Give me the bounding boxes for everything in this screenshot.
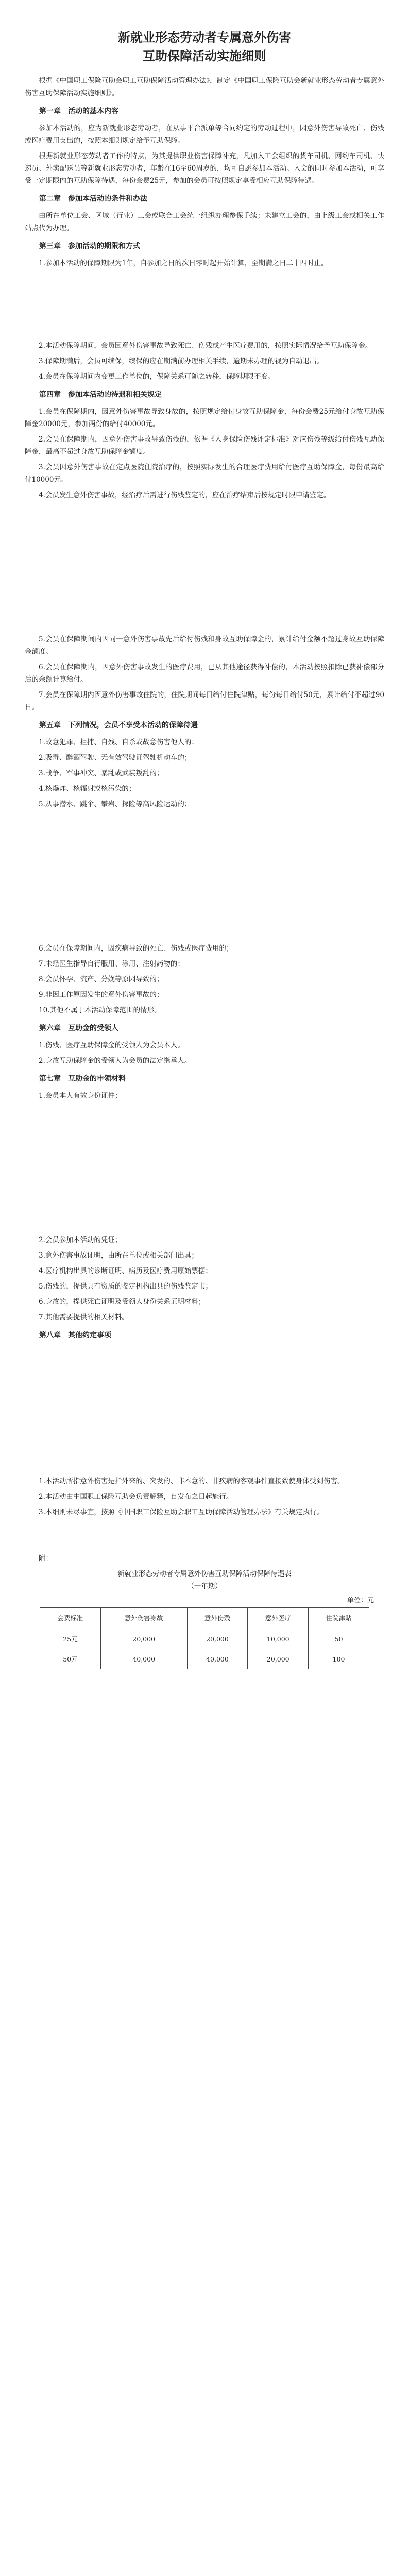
chapter-1-paragraph-2: 根据新就业形态劳动者工作的特点，为其提供职业伤害保障补充，凡加入工会组织的货车司机、网约车司机、快递员、外卖配送员等新就业形态劳动者，年龄在16至60周岁的，均可自愿参加本活动。入会的同时参加本活动，可享受一定期限内的互助保障待遇，每份会费25元，参加的会员可按照规定享受相应互助保障待遇。 xyxy=(25,152,384,185)
chapter-4-paragraph-4: 4.会员发生意外伤害事故，经治疗后需进行伤残鉴定的，应在治疗结束后按规定时限申请鉴定。 xyxy=(39,491,331,499)
appendix-note: （一年期） xyxy=(187,1582,222,1590)
chapter-5-item: 2.吸毒、醉酒驾驶、无有效驾驶证驾驶机动车的； xyxy=(39,754,192,762)
chapter-2-heading: 第二章 参加本活动的条件和办法 xyxy=(39,195,147,203)
chapter-4-paragraph-2: 2.会员在保障期内，因意外伤害事故导致伤残的，依据《人身保险伤残评定标准》对应伤残等级给付伤残互助保障金，最高不超过身故互助保障金额度。 xyxy=(25,435,384,456)
table-cell: 20,000 xyxy=(100,1629,187,1649)
document-title-line1: 新就业形态劳动者专属意外伤害 xyxy=(118,30,291,45)
chapter-3-paragraph-2: 2.本活动保障期间，会员因意外伤害事故导致死亡、伤残或产生医疗费用的，按照实际情况给予互助保障金。 xyxy=(39,342,372,350)
chapter-7-paragraph-3: 3.意外伤害事故证明，由所在单位或相关部门出具； xyxy=(39,1251,198,1260)
chapter-5-heading: 第五章 下列情况，会员不享受本活动的保障待遇 xyxy=(39,721,198,730)
document-title-line2: 互助保障活动实施细则 xyxy=(143,48,266,63)
chapter-5-item: 1.故意犯罪、拒捕、自残、自杀或故意伤害他人的； xyxy=(39,738,198,747)
benefits-table xyxy=(40,1607,369,1669)
chapter-7-paragraph-4: 4.医疗机构出具的诊断证明、病历及医疗费用原始票据； xyxy=(39,1267,212,1275)
table-cell: 50 xyxy=(309,1629,369,1649)
chapter-8-paragraph-3: 3.本细则未尽事宜，按照《中国职工保险互助会职工互助保障活动管理办法》有关规定执行。 xyxy=(39,1508,323,1516)
chapter-7-paragraph-1: 1.会员本人有效身份证件； xyxy=(39,1092,122,1100)
table-cell: 50元 xyxy=(40,1649,101,1669)
table-cell: 40,000 xyxy=(100,1649,187,1669)
chapter-7-paragraph-7: 7.其他需要提供的相关材料。 xyxy=(39,1313,129,1321)
chapter-1-paragraph-1: 参加本活动的，应为新就业形态劳动者，在从事平台派单等合同约定的劳动过程中，因意外伤害导致死亡、伤残或医疗费用支出的，按照本细则规定给予互助保障。 xyxy=(25,124,384,145)
chapter-5-item: 4.核爆炸、核辐射或核污染的； xyxy=(39,785,136,793)
table-cell: 25元 xyxy=(40,1629,101,1649)
table-header-cell: 意外伤害身故 xyxy=(100,1608,187,1629)
chapter-4-paragraph-5: 5.会员在保障期间内因同一意外伤害事故先后给付伤残和身故互助保障金的，累计给付金额不超过身故互助保障金额度。 xyxy=(25,635,384,656)
chapter-8-paragraph-2: 2.本活动由中国职工保险互助会负责解释，自发布之日起施行。 xyxy=(39,1493,233,1501)
chapter-4-heading: 第四章 参加本活动的待遇和相关规定 xyxy=(39,391,162,399)
table-row xyxy=(40,1629,369,1649)
chapter-6-heading: 第六章 互助金的受领人 xyxy=(39,1024,118,1032)
chapter-5-item: 6.会员在保障期间内，因疾病导致的死亡、伤残或医疗费用的； xyxy=(39,944,233,953)
chapter-6-paragraph-2: 2.身故互助保障金的受领人为会员的法定继承人。 xyxy=(39,1057,192,1065)
intro-paragraph: 根据《中国职工保险互助会职工互助保障活动管理办法》，制定《中国职工保险互助会新就业形态劳动者专属意外伤害互助保障活动实施细则》。 xyxy=(25,77,384,97)
chapter-8-heading: 第八章 其他约定事项 xyxy=(39,1331,111,1340)
chapter-3-paragraph-4: 4.会员在保障期间内变更工作单位的，保障关系可随之转移，保障期限不变。 xyxy=(39,372,275,381)
chapter-4-paragraph-7: 7.会员在保障期内因意外伤害事故住院的，住院期间每日给付住院津贴，每份每日给付50元，累计给付不超过90日。 xyxy=(25,691,384,711)
chapter-6-paragraph-1: 1.伤残、医疗互助保障金的受领人为会员本人。 xyxy=(39,1041,184,1049)
table-header-cell: 会费标准 xyxy=(40,1608,101,1629)
appendix-title: 新就业形态劳动者专属意外伤害互助保障活动保障待遇表 xyxy=(117,1570,292,1578)
chapter-5-item: 7.未经医生指导自行服用、涂用、注射药物的； xyxy=(39,960,184,968)
chapter-5-item: 9.非因工作原因发生的意外伤害事故的； xyxy=(39,991,164,999)
table-header-cell: 意外医疗 xyxy=(248,1608,309,1629)
unit-label: 单位：元 xyxy=(347,1597,374,1604)
chapter-4-paragraph-6: 6.会员在保障期内，因意外伤害事故发生的医疗费用，已从其他途径获得补偿的，本活动按照扣除已获补偿部分后的余额计算给付。 xyxy=(25,663,384,684)
chapter-5-item: 5.从事潜水、跳伞、攀岩、探险等高风险运动的； xyxy=(39,800,192,808)
chapter-4-paragraph-3: 3.会员因意外伤害事故在定点医院住院治疗的，按照实际发生的合理医疗费用给付医疗互助保障金，每份最高给付10000元。 xyxy=(25,463,384,484)
chapter-5-item: 10.其他不属于本活动保障范围的情形。 xyxy=(39,1006,161,1014)
table-cell: 40,000 xyxy=(187,1649,248,1669)
table-header-cell: 意外伤残 xyxy=(187,1608,248,1629)
chapter-7-heading: 第七章 互助金的申领材料 xyxy=(39,1075,126,1083)
table-header-row xyxy=(40,1608,369,1629)
table-cell: 20,000 xyxy=(187,1629,248,1649)
chapter-3-heading: 第三章 参加活动的期限和方式 xyxy=(39,242,140,250)
chapter-5-item: 8.会员怀孕、流产、分娩等原因导致的； xyxy=(39,975,164,984)
table-cell: 20,000 xyxy=(248,1649,309,1669)
chapter-5-item: 3.战争、军事冲突、暴乱或武装叛乱的； xyxy=(39,769,164,777)
chapter-4-paragraph-1: 1.会员在保障期内，因意外伤害事故导致身故的，按照规定给付身故互助保障金，每份会费25元给付身故互助保障金20000元，参加两份的给付40000元。 xyxy=(25,408,384,428)
table-header-cell: 住院津贴 xyxy=(309,1608,369,1629)
chapter-7-paragraph-5: 5.伤残的，提供具有资质的鉴定机构出具的伤残鉴定书； xyxy=(39,1282,212,1291)
chapter-2-paragraph-1: 由所在单位工会、区域（行业）工会或联合工会统一组织办理参保手续；未建立工会的，由上级工会或相关工作站点代为办理。 xyxy=(25,212,384,232)
chapter-1-heading: 第一章 活动的基本内容 xyxy=(39,107,118,115)
appendix-label: 附： xyxy=(39,1554,53,1563)
table-row xyxy=(40,1649,369,1669)
chapter-7-paragraph-2: 2.会员参加本活动的凭证； xyxy=(39,1236,122,1244)
table-cell: 10,000 xyxy=(248,1629,309,1649)
chapter-3-paragraph-3: 3.保障期满后，会员可续保，续保的应在期满前办理相关手续，逾期未办理的视为自动退出。 xyxy=(39,357,323,365)
chapter-7-paragraph-6: 6.身故的，提供死亡证明及受领人身份关系证明材料； xyxy=(39,1298,206,1306)
chapter-3-paragraph-1: 1.参加本活动的保障期限为1年，自参加之日的次日零时起开始计算，至期满之日二十四时止。 xyxy=(39,259,328,267)
table-cell: 100 xyxy=(309,1649,369,1669)
chapter-8-paragraph-1: 1.本活动所指意外伤害是指外来的、突发的、非本意的、非疾病的客观事件直接致使身体受到伤害。 xyxy=(39,1477,345,1485)
